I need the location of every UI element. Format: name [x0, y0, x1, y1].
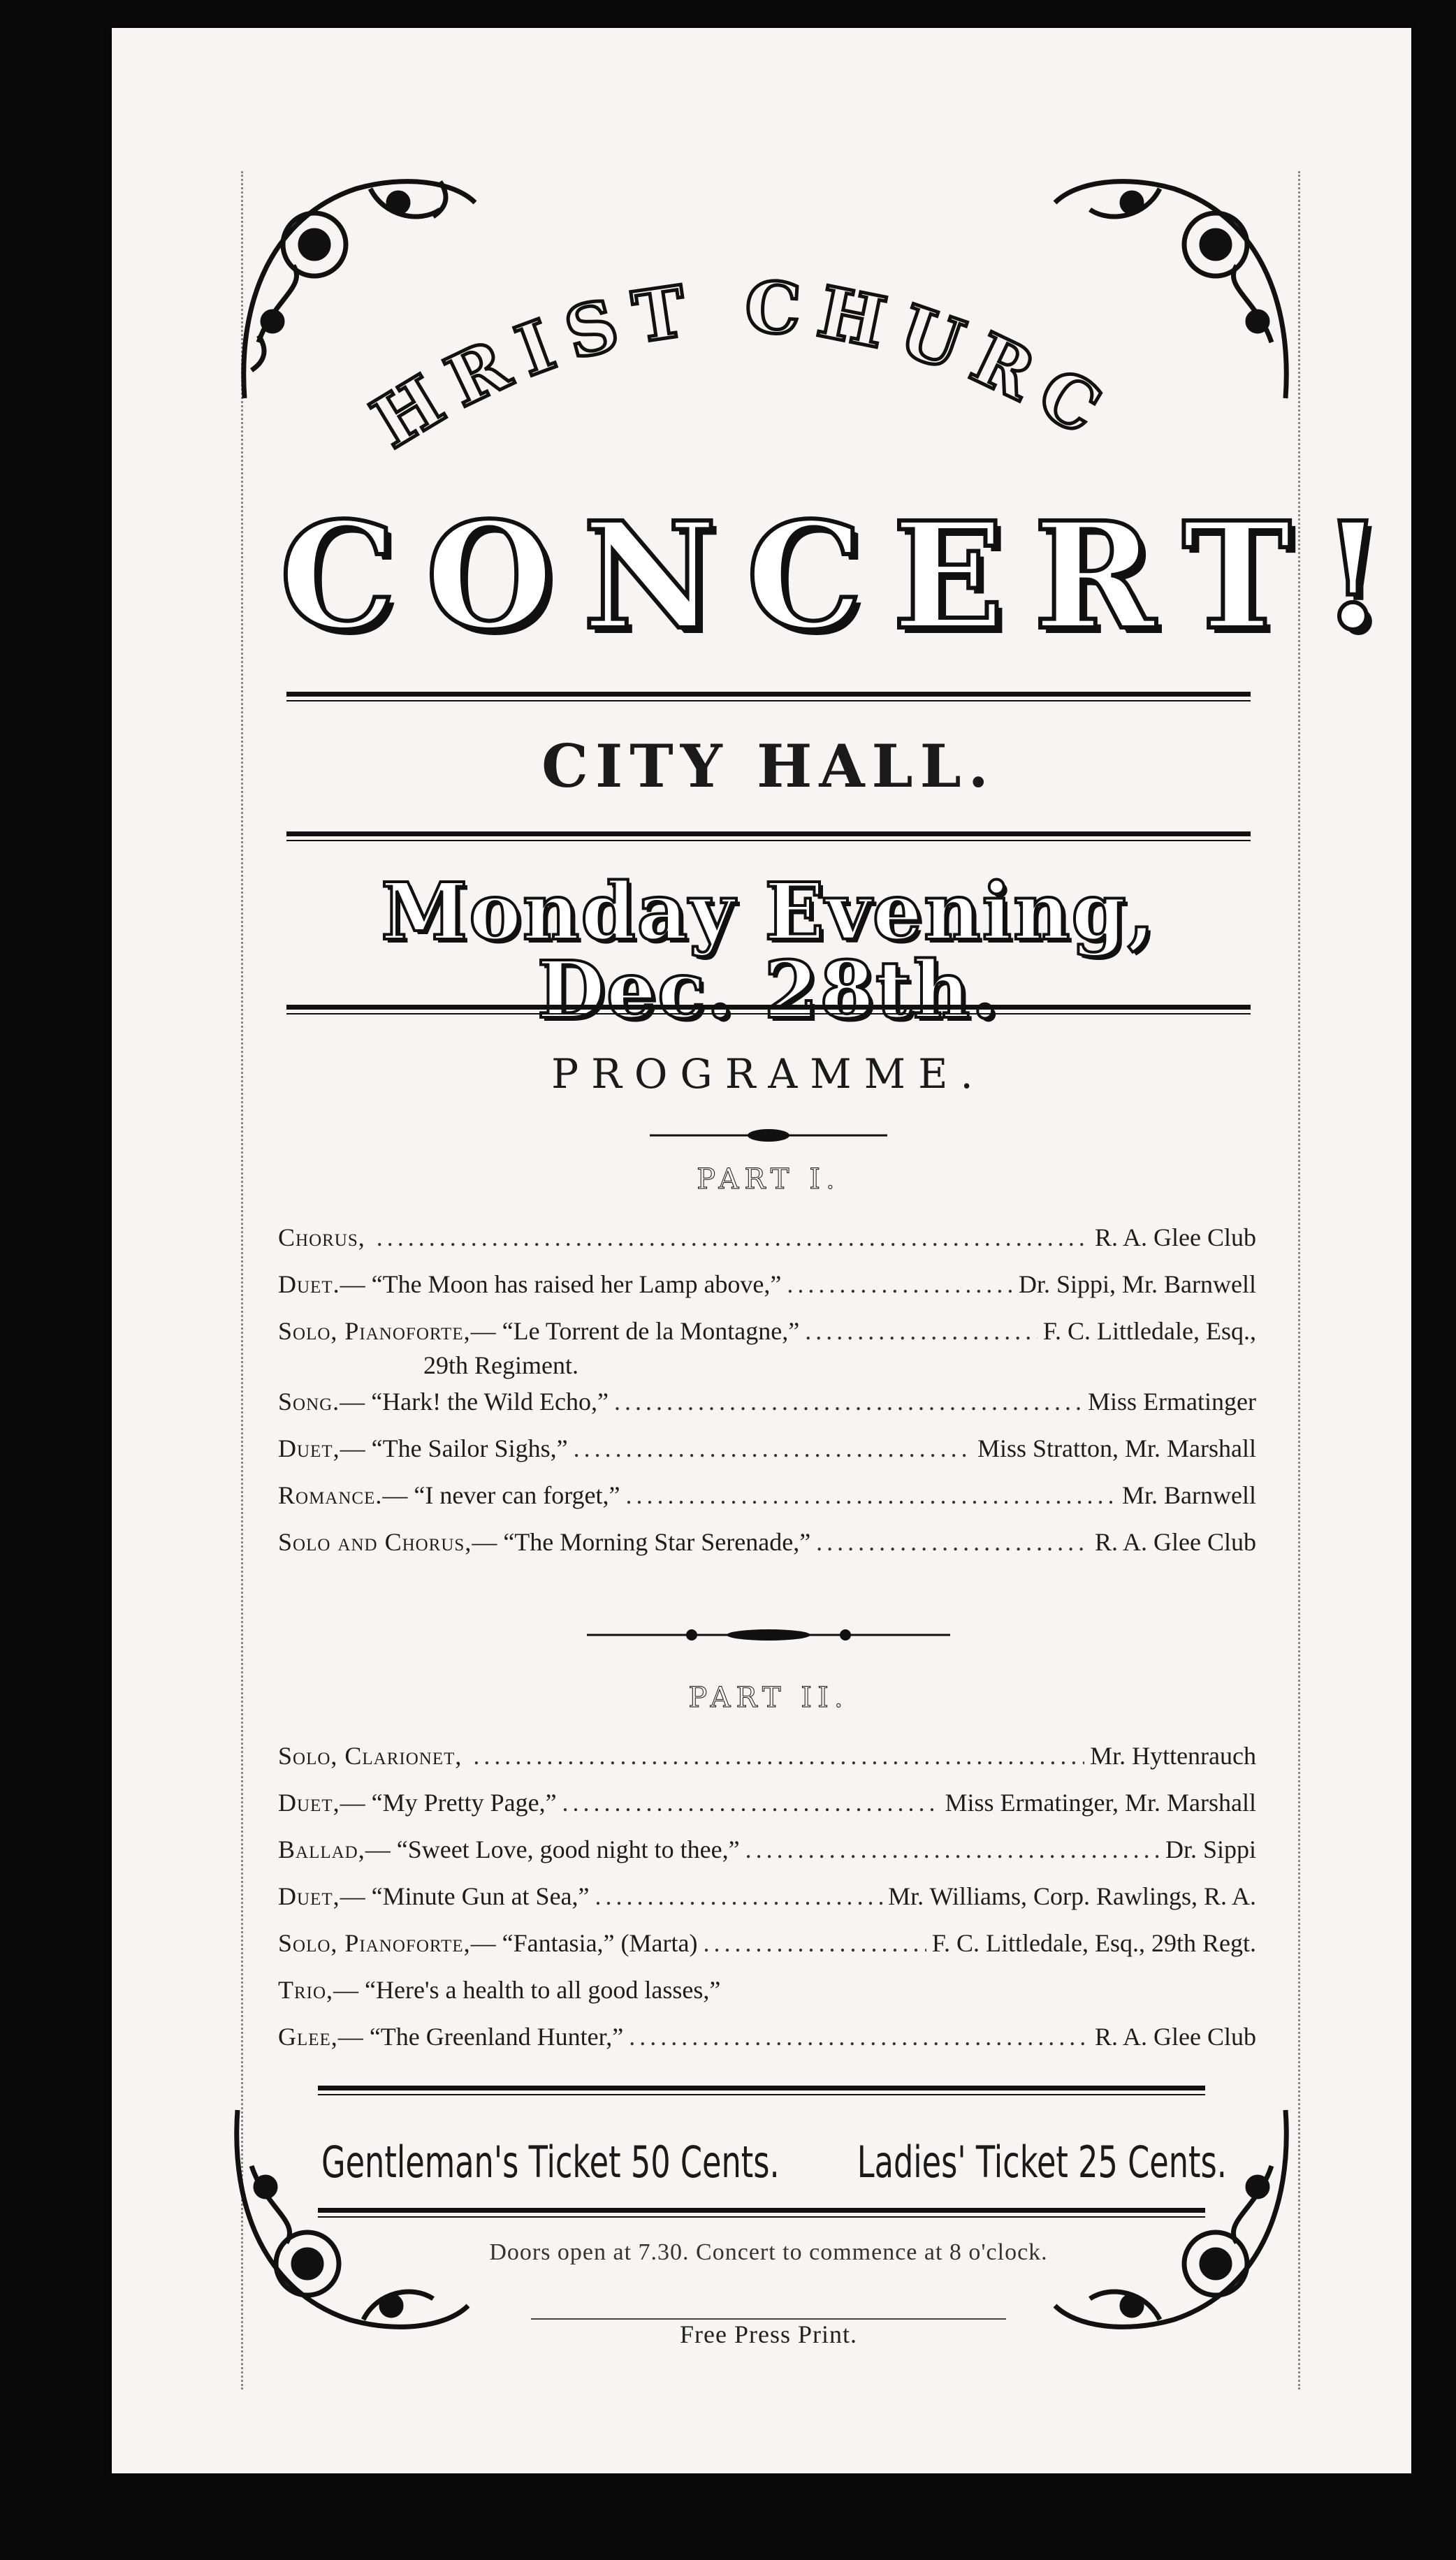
programme-item [278, 1882, 1256, 1928]
item-performers: R. A. Glee Club [1095, 2023, 1256, 2051]
item-type: Solo and Chorus,— [278, 1528, 498, 1556]
item-performers: F. C. Littledale, Esq., [1042, 1317, 1256, 1345]
item-performers: Mr. Barnwell [1122, 1481, 1256, 1509]
leader-dots [629, 2022, 1089, 2052]
item-piece: “Sweet Love, good night to thee,” [396, 1835, 740, 1863]
programme-item [278, 1975, 1256, 2022]
part-two-list [278, 1741, 1256, 2069]
leader-dots [377, 1223, 1089, 1253]
leader-dots [574, 1434, 972, 1464]
item-piece: 29th Regiment. [423, 1351, 578, 1379]
leader-dots [473, 1741, 1084, 1771]
leader-dots [745, 1835, 1160, 1865]
item-performers: Miss Stratton, Mr. Marshall [977, 1434, 1256, 1462]
part-one-list [278, 1223, 1256, 1574]
arched-title [293, 231, 1202, 496]
leader-dots [787, 1270, 1013, 1300]
item-performers: R. A. Glee Club [1095, 1223, 1256, 1251]
item-performers: Dr. Sippi [1165, 1835, 1256, 1863]
item-type: Duet,— [278, 1882, 366, 1910]
item-type: Glee,— [278, 2023, 364, 2051]
divider-rule [286, 1005, 1251, 1014]
door-times: Doors open at 7.30. Concert to commence at 8 o'clock. [489, 2239, 1048, 2265]
programme-heading: PROGRAMME. [551, 1050, 986, 1098]
item-piece: “Le Torrent de la Montagne,” [502, 1317, 800, 1345]
item-performers: Dr. Sippi, Mr. Barnwell [1019, 1270, 1256, 1298]
item-piece: “Minute Gun at Sea,” [371, 1882, 590, 1910]
item-type: Song.— [278, 1388, 366, 1416]
divider-rule [286, 831, 1251, 841]
programme-item [278, 1434, 1256, 1481]
corner-flourish-icon [224, 2096, 475, 2348]
part-two-heading: PART II. [688, 1682, 849, 1714]
date-heading: Monday Evening, Dec. 28th. [381, 866, 1156, 1036]
item-type: Duet,— [278, 1434, 366, 1462]
divider-rule [286, 692, 1251, 701]
programme-item-continuation [278, 1351, 1256, 1387]
item-piece: “The Greenland Hunter,” [369, 2023, 624, 2051]
divider-rule [318, 2086, 1205, 2095]
corner-flourish-icon [1048, 2096, 1300, 2348]
ticket-prices [321, 2137, 1227, 2188]
ornament-divider-icon [587, 1624, 950, 1645]
leader-dots [816, 1527, 1089, 1557]
venue-heading: CITY HALL. [541, 732, 996, 801]
ornament-divider-icon [650, 1125, 887, 1146]
leader-dots [562, 1788, 940, 1818]
leader-dots [595, 1882, 883, 1912]
part-one-heading: PART I. [697, 1163, 840, 1195]
programme-item [278, 1835, 1256, 1882]
item-performers: F. C. Littledale, Esq., 29th Regt. [931, 1929, 1256, 1957]
leader-dots [805, 1316, 1038, 1346]
item-type: Trio,— [278, 1976, 360, 2004]
item-performers: Miss Ermatinger [1088, 1388, 1256, 1416]
item-performers: R. A. Glee Club [1095, 1528, 1256, 1556]
item-performers: Mr. Hyttenrauch [1090, 1742, 1256, 1770]
item-piece: “The Moon has raised her Lamp above,” [371, 1270, 782, 1298]
item-type: Ballad,— [278, 1835, 391, 1863]
leader-dots [614, 1387, 1082, 1417]
item-piece: “The Morning Star Serenade,” [503, 1528, 811, 1556]
item-type: Romance.— [278, 1481, 409, 1509]
svg-text:CHRIST CHURCH [293, 231, 1128, 464]
item-piece: “Fantasia,” (Marta) [502, 1929, 698, 1957]
item-type: Duet.— [278, 1270, 366, 1298]
ladies-ticket: Ladies' Ticket 25 Cents. [857, 2137, 1227, 2188]
item-piece: “My Pretty Page,” [371, 1789, 557, 1817]
programme-item [278, 1223, 1256, 1270]
item-type: Solo, Pianoforte,— [278, 1929, 497, 1957]
leader-dots [626, 1481, 1117, 1511]
programme-item [278, 1928, 1256, 1975]
item-piece: “Here's a health to all good lasses,” [365, 1976, 721, 2004]
programme-item [278, 2022, 1256, 2069]
gentleman-ticket: Gentleman's Ticket 50 Cents. [321, 2137, 780, 2188]
item-type: Solo, Pianoforte,— [278, 1317, 497, 1345]
programme-item [278, 1788, 1256, 1835]
programme-item [278, 1387, 1256, 1434]
item-piece: “The Sailor Sighs,” [371, 1434, 568, 1462]
item-type: Solo, Clarionet, [278, 1742, 463, 1770]
leader-dots [703, 1928, 926, 1958]
item-type: Chorus, [278, 1223, 365, 1251]
main-title: CONCERT! [279, 490, 1415, 662]
programme-item [278, 1481, 1256, 1527]
item-piece: “I never can forget,” [414, 1481, 620, 1509]
programme-item [278, 1270, 1256, 1316]
printer-credit: Free Press Print. [680, 2320, 857, 2348]
arched-title-text: HRIST CHURC [358, 265, 1128, 465]
item-performers: Miss Ermatinger, Mr. Marshall [945, 1789, 1256, 1817]
programme-item [278, 1527, 1256, 1574]
programme-item [278, 1741, 1256, 1788]
divider-rule [318, 2208, 1205, 2218]
item-performers: Mr. Williams, Corp. Rawlings, R. A. [888, 1882, 1256, 1910]
item-type: Duet,— [278, 1789, 366, 1817]
item-piece: “Hark! the Wild Echo,” [371, 1388, 609, 1416]
